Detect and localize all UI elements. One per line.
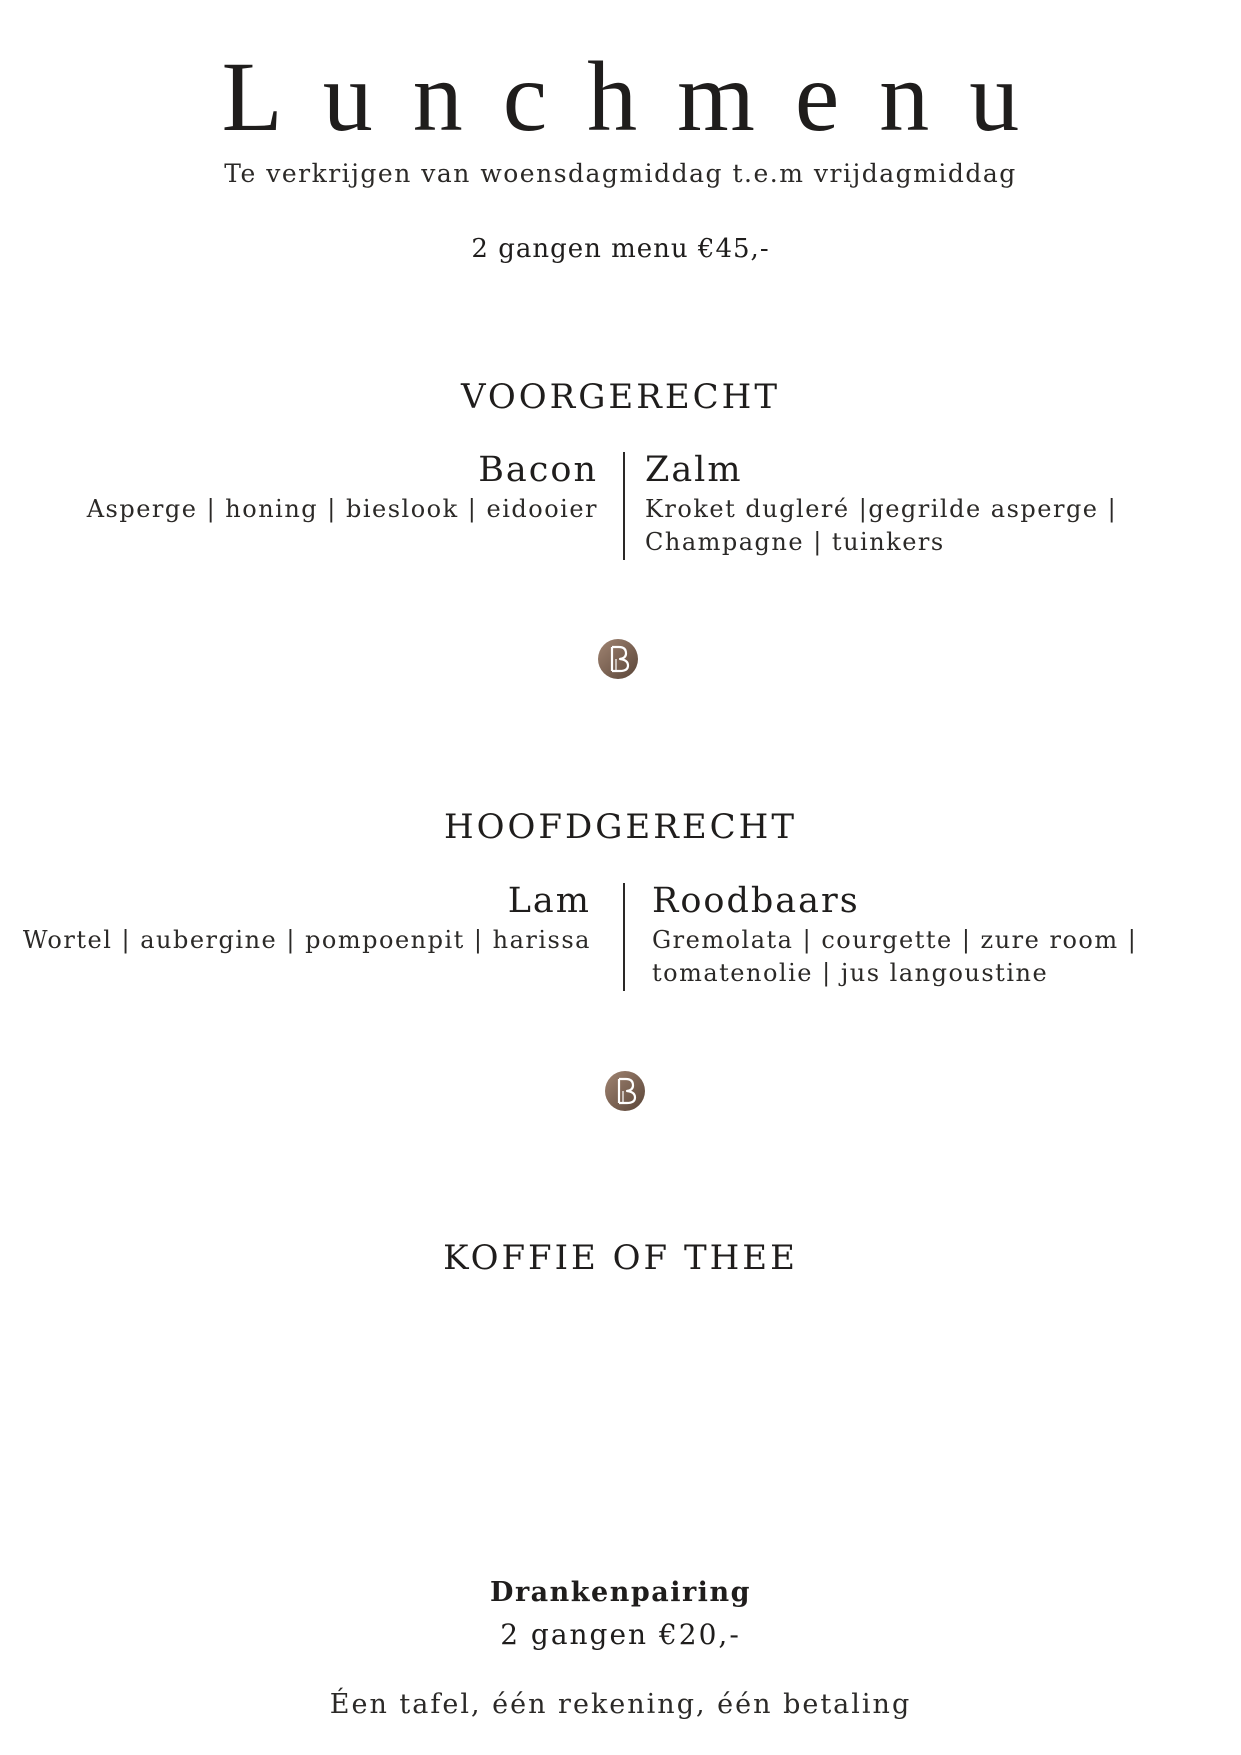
dish-divider: [623, 452, 625, 560]
section-heading-main: HOOFDGERECHT: [444, 807, 797, 847]
drinks-pairing-title: Drankenpairing: [490, 1577, 751, 1608]
menu-price: 2 gangen menu €45,-: [471, 234, 770, 264]
dish-name: Lam: [507, 881, 591, 921]
section-heading-starter: VOORGERECHT: [460, 377, 781, 417]
b-monogram-icon: [604, 1070, 646, 1112]
dish-description-line: Champagne | tuinkers: [645, 528, 945, 556]
dish-description-line: Kroket dugleré |gegrilde asperge |: [645, 495, 1118, 523]
availability-note: Te verkrijgen van woensdagmiddag t.e.m vrijdagmiddag: [224, 159, 1017, 188]
payment-note: Éen tafel, één rekening, één betaling: [329, 1689, 912, 1720]
b-monogram-icon: [597, 638, 639, 680]
dish-main-right: [652, 878, 1137, 990]
dish-divider: [623, 883, 625, 991]
dish-starter-left: [87, 447, 598, 526]
dish-name: Roodbaars: [652, 881, 860, 921]
dish-description: Wortel | aubergine | pompoenpit | harissa: [22, 926, 591, 954]
dish-description: Asperge | honing | bieslook | eidooier: [86, 495, 598, 523]
dish-main-left: [23, 878, 591, 957]
dish-description-line: Gremolata | courgette | zure room |: [652, 926, 1138, 954]
drinks-pairing-price: 2 gangen €20,-: [500, 1618, 741, 1651]
dish-name: Zalm: [645, 450, 743, 490]
dish-starter-right: [645, 447, 1117, 559]
page-title: Lunchmenu: [221, 41, 1060, 152]
section-heading-coffee: KOFFIE OF THEE: [443, 1238, 798, 1278]
dish-name: Bacon: [478, 450, 598, 490]
dish-description-line: tomatenolie | jus langoustine: [652, 959, 1049, 987]
